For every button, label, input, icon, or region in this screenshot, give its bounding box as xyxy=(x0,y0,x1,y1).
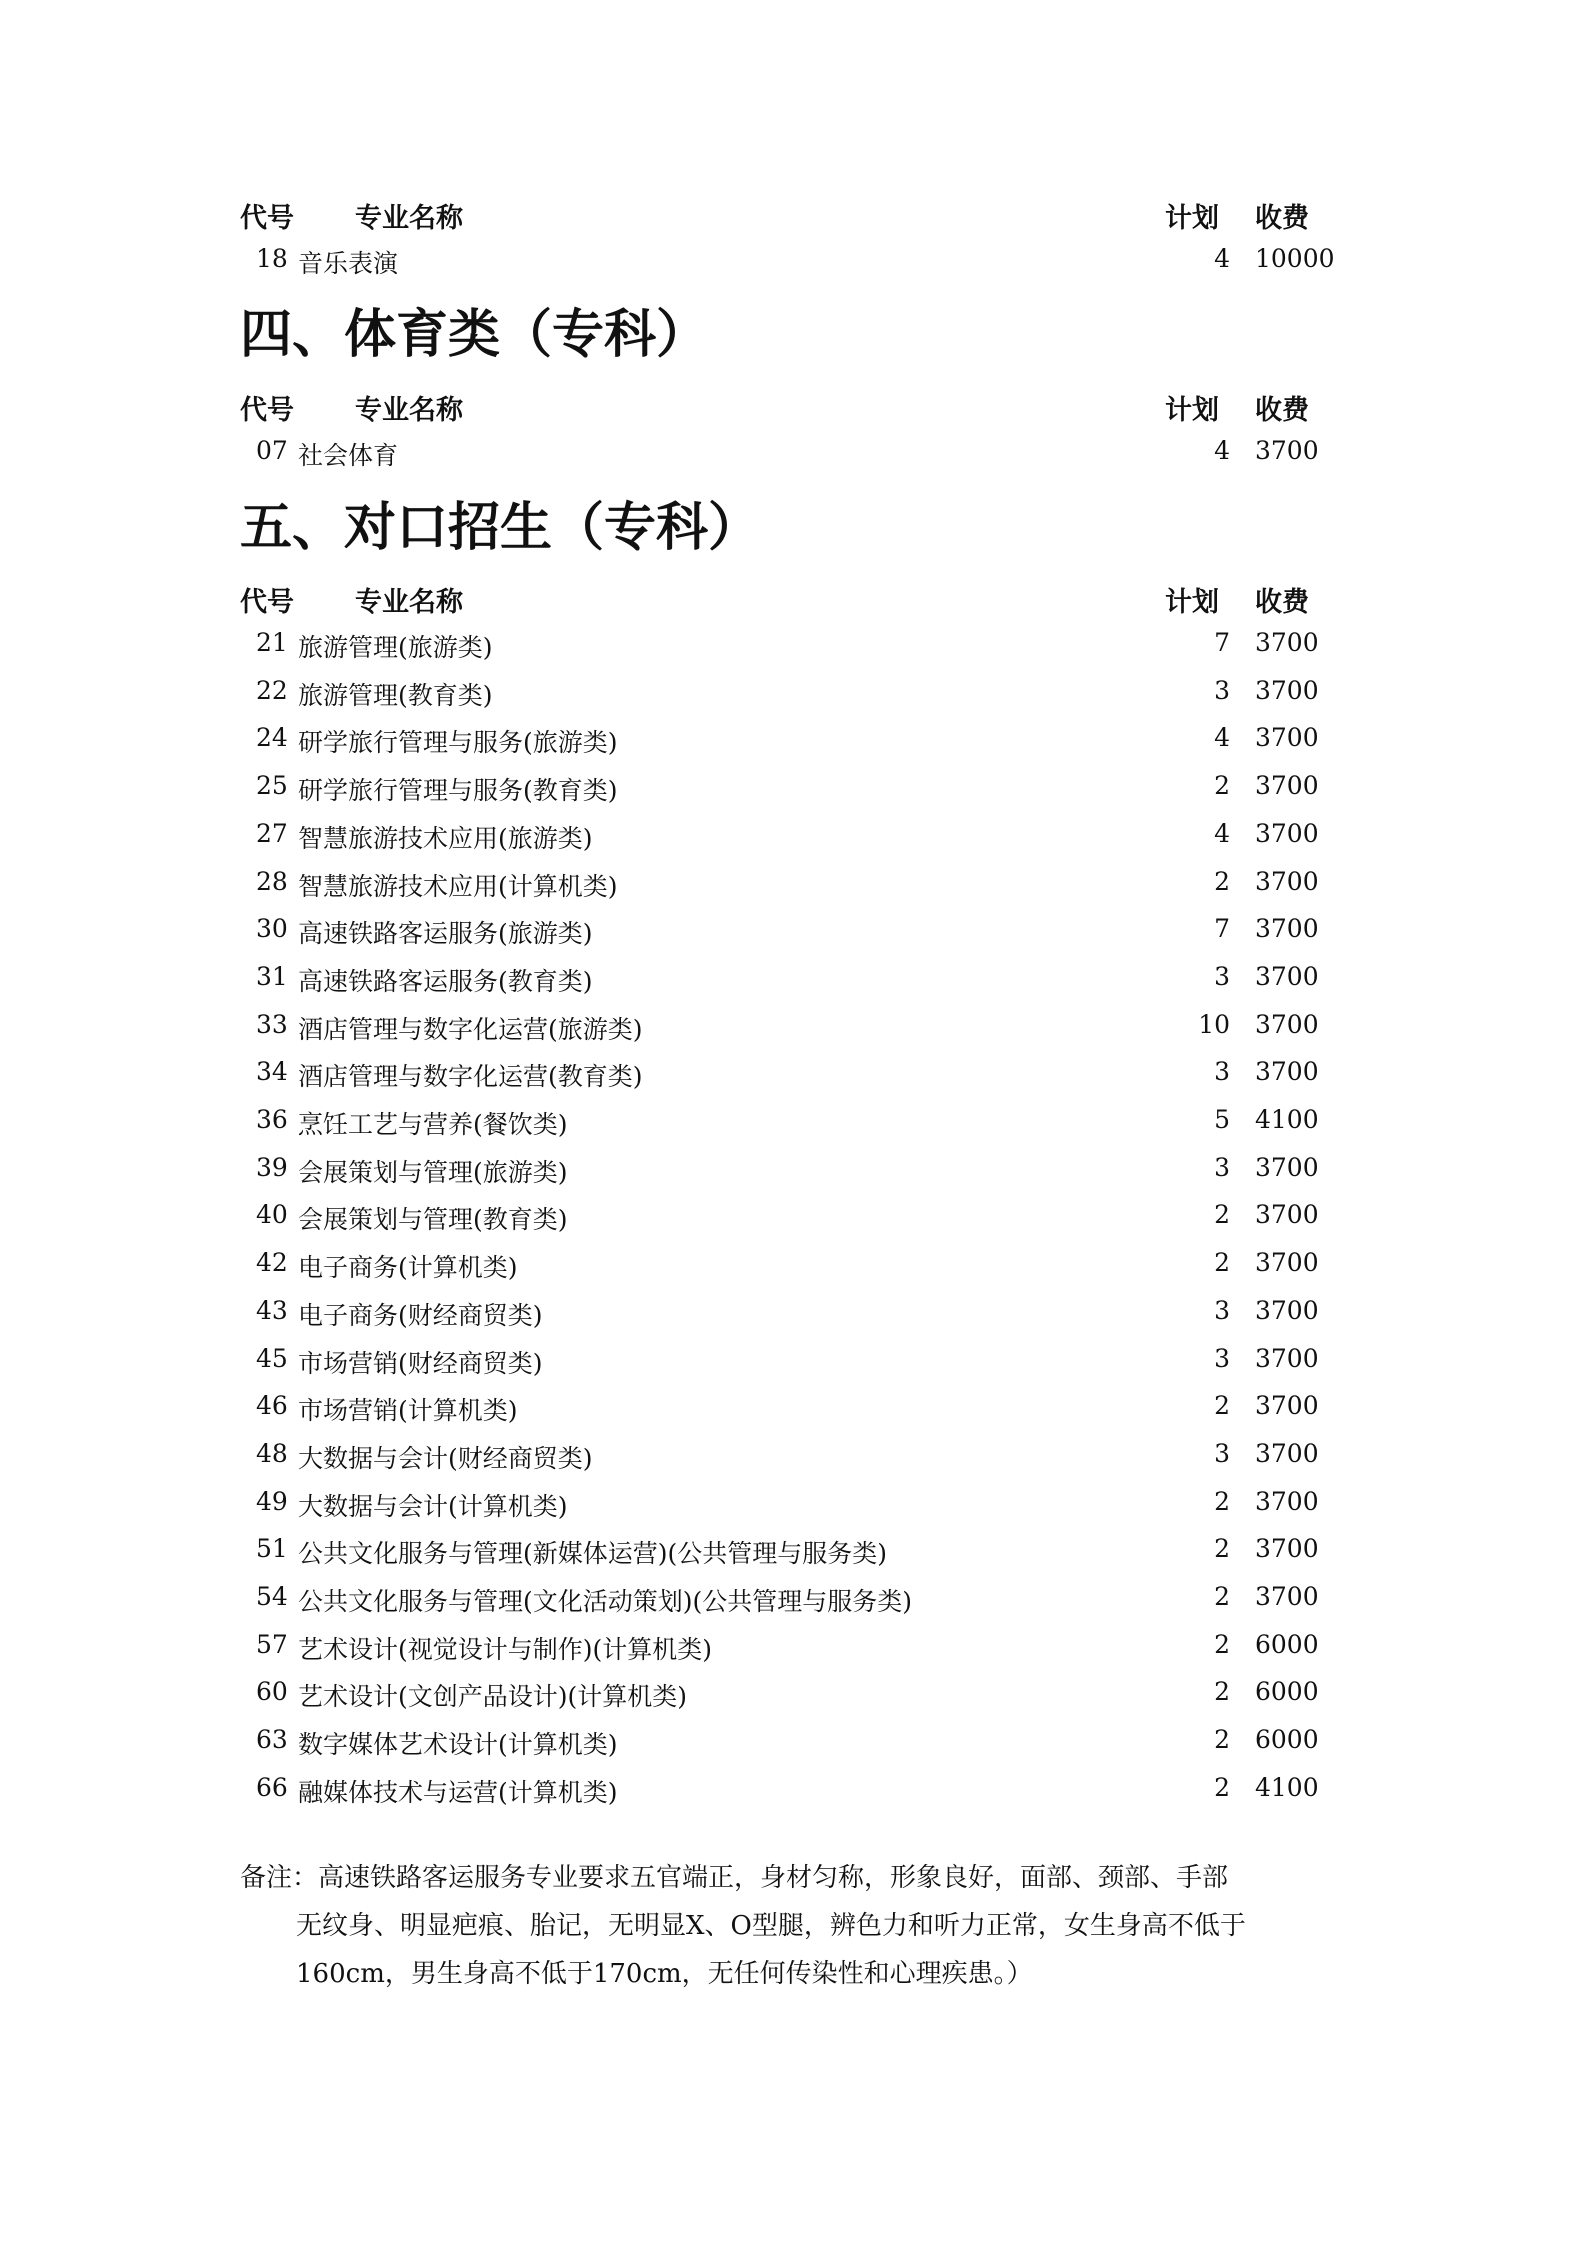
row-plan: 2 xyxy=(1214,1725,1230,1755)
row-code: 46 xyxy=(256,1391,288,1421)
row-code: 25 xyxy=(256,771,288,801)
table-row xyxy=(240,771,1340,811)
row-name: 公共文化服务与管理(文化活动策划)(公共管理与服务类) xyxy=(298,1587,913,1616)
table-row xyxy=(240,1630,1340,1670)
row-name: 市场营销(计算机类) xyxy=(298,1396,518,1426)
row-fee: 3700 xyxy=(1255,436,1319,465)
row-code: 54 xyxy=(256,1582,288,1611)
row-plan: 3 xyxy=(1214,1152,1230,1182)
row-plan: 2 xyxy=(1214,1772,1230,1802)
row-plan: 10 xyxy=(1198,1009,1230,1039)
row-name: 旅游管理(教育类) xyxy=(298,680,493,710)
row-plan: 2 xyxy=(1214,1248,1230,1278)
row-fee: 3700 xyxy=(1255,628,1319,657)
row-plan: 2 xyxy=(1214,1391,1230,1421)
row-name: 社会体育 xyxy=(298,441,399,470)
table-row xyxy=(240,914,1340,954)
row-name: 高速铁路客运服务(旅游类) xyxy=(298,919,593,949)
table-row xyxy=(240,1391,1340,1431)
row-fee: 6000 xyxy=(1255,1725,1319,1755)
table-row xyxy=(240,1439,1340,1479)
row-code: 60 xyxy=(256,1677,288,1707)
row-name: 研学旅行管理与服务(旅游类) xyxy=(298,728,618,758)
row-name: 艺术设计(视觉设计与制作)(计算机类) xyxy=(298,1634,713,1664)
row-plan: 3 xyxy=(1214,1438,1230,1468)
table-header-music xyxy=(240,196,1340,236)
table-row xyxy=(240,676,1340,716)
header-plan: 计划 xyxy=(1165,203,1219,234)
row-fee: 3700 xyxy=(1255,1009,1319,1039)
row-fee: 3700 xyxy=(1255,1391,1319,1421)
row-name: 会展策划与管理(旅游类) xyxy=(298,1157,568,1187)
row-name: 大数据与会计(财经商贸类) xyxy=(298,1443,593,1473)
row-name: 电子商务(财经商贸类) xyxy=(298,1300,543,1330)
table-row xyxy=(240,1200,1340,1240)
table-row xyxy=(240,1773,1340,1813)
row-plan: 3 xyxy=(1214,1057,1230,1087)
table-row xyxy=(240,962,1340,1002)
row-plan: 4 xyxy=(1214,436,1230,465)
row-fee: 4100 xyxy=(1255,1772,1319,1802)
row-name: 酒店管理与数字化运营(教育类) xyxy=(298,1062,643,1092)
row-fee: 3700 xyxy=(1255,1057,1319,1087)
section-title-vocational: 五、对口招生（专科） xyxy=(240,498,761,558)
row-code: 31 xyxy=(256,961,288,991)
row-name: 智慧旅游技术应用(旅游类) xyxy=(298,823,593,853)
row-plan: 2 xyxy=(1214,866,1230,896)
header-name: 专业名称 xyxy=(355,587,463,618)
row-fee: 6000 xyxy=(1255,1677,1319,1707)
row-plan: 2 xyxy=(1214,1534,1230,1564)
row-plan: 2 xyxy=(1214,1200,1230,1230)
table-row xyxy=(240,819,1340,859)
row-fee: 3700 xyxy=(1255,1343,1319,1373)
row-fee: 3700 xyxy=(1255,914,1319,944)
row-code: 49 xyxy=(256,1486,288,1516)
table-row xyxy=(240,1677,1340,1717)
row-code: 66 xyxy=(256,1772,288,1802)
table-row xyxy=(240,1534,1340,1574)
row-name: 公共文化服务与管理(新媒体运营)(公共管理与服务类) xyxy=(298,1539,888,1569)
header-name: 专业名称 xyxy=(355,395,463,426)
table-row xyxy=(240,1010,1340,1050)
row-fee: 3700 xyxy=(1255,771,1319,801)
row-name: 旅游管理(旅游类) xyxy=(298,633,493,662)
row-name: 市场营销(财经商贸类) xyxy=(298,1348,543,1378)
table-row xyxy=(240,1582,1340,1622)
row-fee: 3700 xyxy=(1255,1534,1319,1564)
note-line-2: 无纹身、明显疤痕、胎记，无明显X、O型腿，辨色力和听力正常，女生身高不低于 xyxy=(296,1911,1246,1941)
row-plan: 3 xyxy=(1214,675,1230,705)
row-code: 33 xyxy=(256,1009,288,1039)
row-code: 43 xyxy=(256,1295,288,1325)
row-name: 艺术设计(文创产品设计)(计算机类) xyxy=(298,1682,688,1712)
row-name: 智慧旅游技术应用(计算机类) xyxy=(298,871,618,901)
row-code: 34 xyxy=(256,1057,288,1087)
row-code: 48 xyxy=(256,1438,288,1468)
row-code: 39 xyxy=(256,1152,288,1182)
row-code: 42 xyxy=(256,1248,288,1278)
row-fee: 3700 xyxy=(1255,1438,1319,1468)
row-plan: 5 xyxy=(1214,1105,1230,1134)
section-title-sports: 四、体育类（专科） xyxy=(240,305,709,365)
header-code: 代号 xyxy=(240,587,294,618)
header-name: 专业名称 xyxy=(355,203,463,234)
row-plan: 2 xyxy=(1214,771,1230,801)
row-fee: 3700 xyxy=(1255,1295,1319,1325)
row-code: 22 xyxy=(256,675,288,705)
row-code: 57 xyxy=(256,1629,288,1659)
row-plan: 2 xyxy=(1214,1629,1230,1659)
row-code: 21 xyxy=(256,628,288,657)
row-name: 酒店管理与数字化运营(旅游类) xyxy=(298,1014,643,1044)
row-fee: 3700 xyxy=(1255,818,1319,848)
row-name: 融媒体技术与运营(计算机类) xyxy=(298,1777,618,1807)
table-row xyxy=(240,244,1340,284)
row-fee: 3700 xyxy=(1255,1582,1319,1611)
header-code: 代号 xyxy=(240,395,294,426)
row-code: 07 xyxy=(256,436,288,465)
table-row xyxy=(240,1296,1340,1336)
row-fee: 3700 xyxy=(1255,961,1319,991)
row-fee: 3700 xyxy=(1255,1248,1319,1278)
header-fee: 收费 xyxy=(1255,203,1309,234)
row-name: 数字媒体艺术设计(计算机类) xyxy=(298,1730,618,1760)
table-row xyxy=(240,1105,1340,1145)
header-fee: 收费 xyxy=(1255,587,1309,618)
table-header-sports xyxy=(240,388,1340,428)
table-row xyxy=(240,1057,1340,1097)
table-row xyxy=(240,867,1340,907)
row-fee: 6000 xyxy=(1255,1629,1319,1659)
header-code: 代号 xyxy=(240,203,294,234)
row-plan: 7 xyxy=(1214,914,1230,944)
row-fee: 3700 xyxy=(1255,866,1319,896)
header-plan: 计划 xyxy=(1165,587,1219,618)
row-fee: 4100 xyxy=(1255,1105,1319,1134)
row-code: 36 xyxy=(256,1105,288,1134)
row-plan: 2 xyxy=(1214,1677,1230,1707)
row-plan: 2 xyxy=(1214,1486,1230,1516)
row-plan: 4 xyxy=(1214,723,1230,753)
note-block xyxy=(240,1854,1340,1998)
row-fee: 3700 xyxy=(1255,723,1319,753)
row-fee: 3700 xyxy=(1255,1486,1319,1516)
row-code: 28 xyxy=(256,866,288,896)
row-plan: 2 xyxy=(1214,1582,1230,1611)
row-code: 40 xyxy=(256,1200,288,1230)
row-fee: 10000 xyxy=(1255,244,1335,273)
table-row xyxy=(240,1248,1340,1288)
note-line-3: 160cm，男生身高不低于170cm，无任何传染性和心理疾患。） xyxy=(296,1959,1033,1989)
table-row xyxy=(240,1153,1340,1193)
row-name: 大数据与会计(计算机类) xyxy=(298,1491,568,1521)
row-code: 24 xyxy=(256,723,288,753)
row-name: 高速铁路客运服务(教育类) xyxy=(298,966,593,996)
row-fee: 3700 xyxy=(1255,1200,1319,1230)
table-row xyxy=(240,723,1340,763)
row-name: 音乐表演 xyxy=(298,249,399,278)
table-row xyxy=(240,1725,1340,1765)
row-plan: 4 xyxy=(1214,818,1230,848)
table-row xyxy=(240,628,1340,668)
row-code: 18 xyxy=(256,244,288,273)
row-name: 会展策划与管理(教育类) xyxy=(298,1205,568,1235)
row-plan: 7 xyxy=(1214,628,1230,657)
row-plan: 3 xyxy=(1214,1295,1230,1325)
header-fee: 收费 xyxy=(1255,395,1309,426)
row-plan: 3 xyxy=(1214,1343,1230,1373)
row-code: 30 xyxy=(256,914,288,944)
row-name: 烹饪工艺与营养(餐饮类) xyxy=(298,1110,568,1139)
table-row xyxy=(240,1487,1340,1527)
table-row xyxy=(240,436,1340,476)
row-code: 27 xyxy=(256,818,288,848)
row-fee: 3700 xyxy=(1255,675,1319,705)
row-name: 研学旅行管理与服务(教育类) xyxy=(298,776,618,806)
table-header-vocational xyxy=(240,580,1340,620)
row-plan: 4 xyxy=(1214,244,1230,273)
row-name: 电子商务(计算机类) xyxy=(298,1253,518,1283)
row-code: 45 xyxy=(256,1343,288,1373)
row-code: 63 xyxy=(256,1725,288,1755)
row-plan: 3 xyxy=(1214,961,1230,991)
table-row xyxy=(240,1344,1340,1384)
note-line-1: 备注：高速铁路客运服务专业要求五官端正，身材匀称，形象良好，面部、颈部、手部 xyxy=(240,1863,1229,1893)
row-fee: 3700 xyxy=(1255,1152,1319,1182)
row-code: 51 xyxy=(256,1534,288,1564)
header-plan: 计划 xyxy=(1165,395,1219,426)
